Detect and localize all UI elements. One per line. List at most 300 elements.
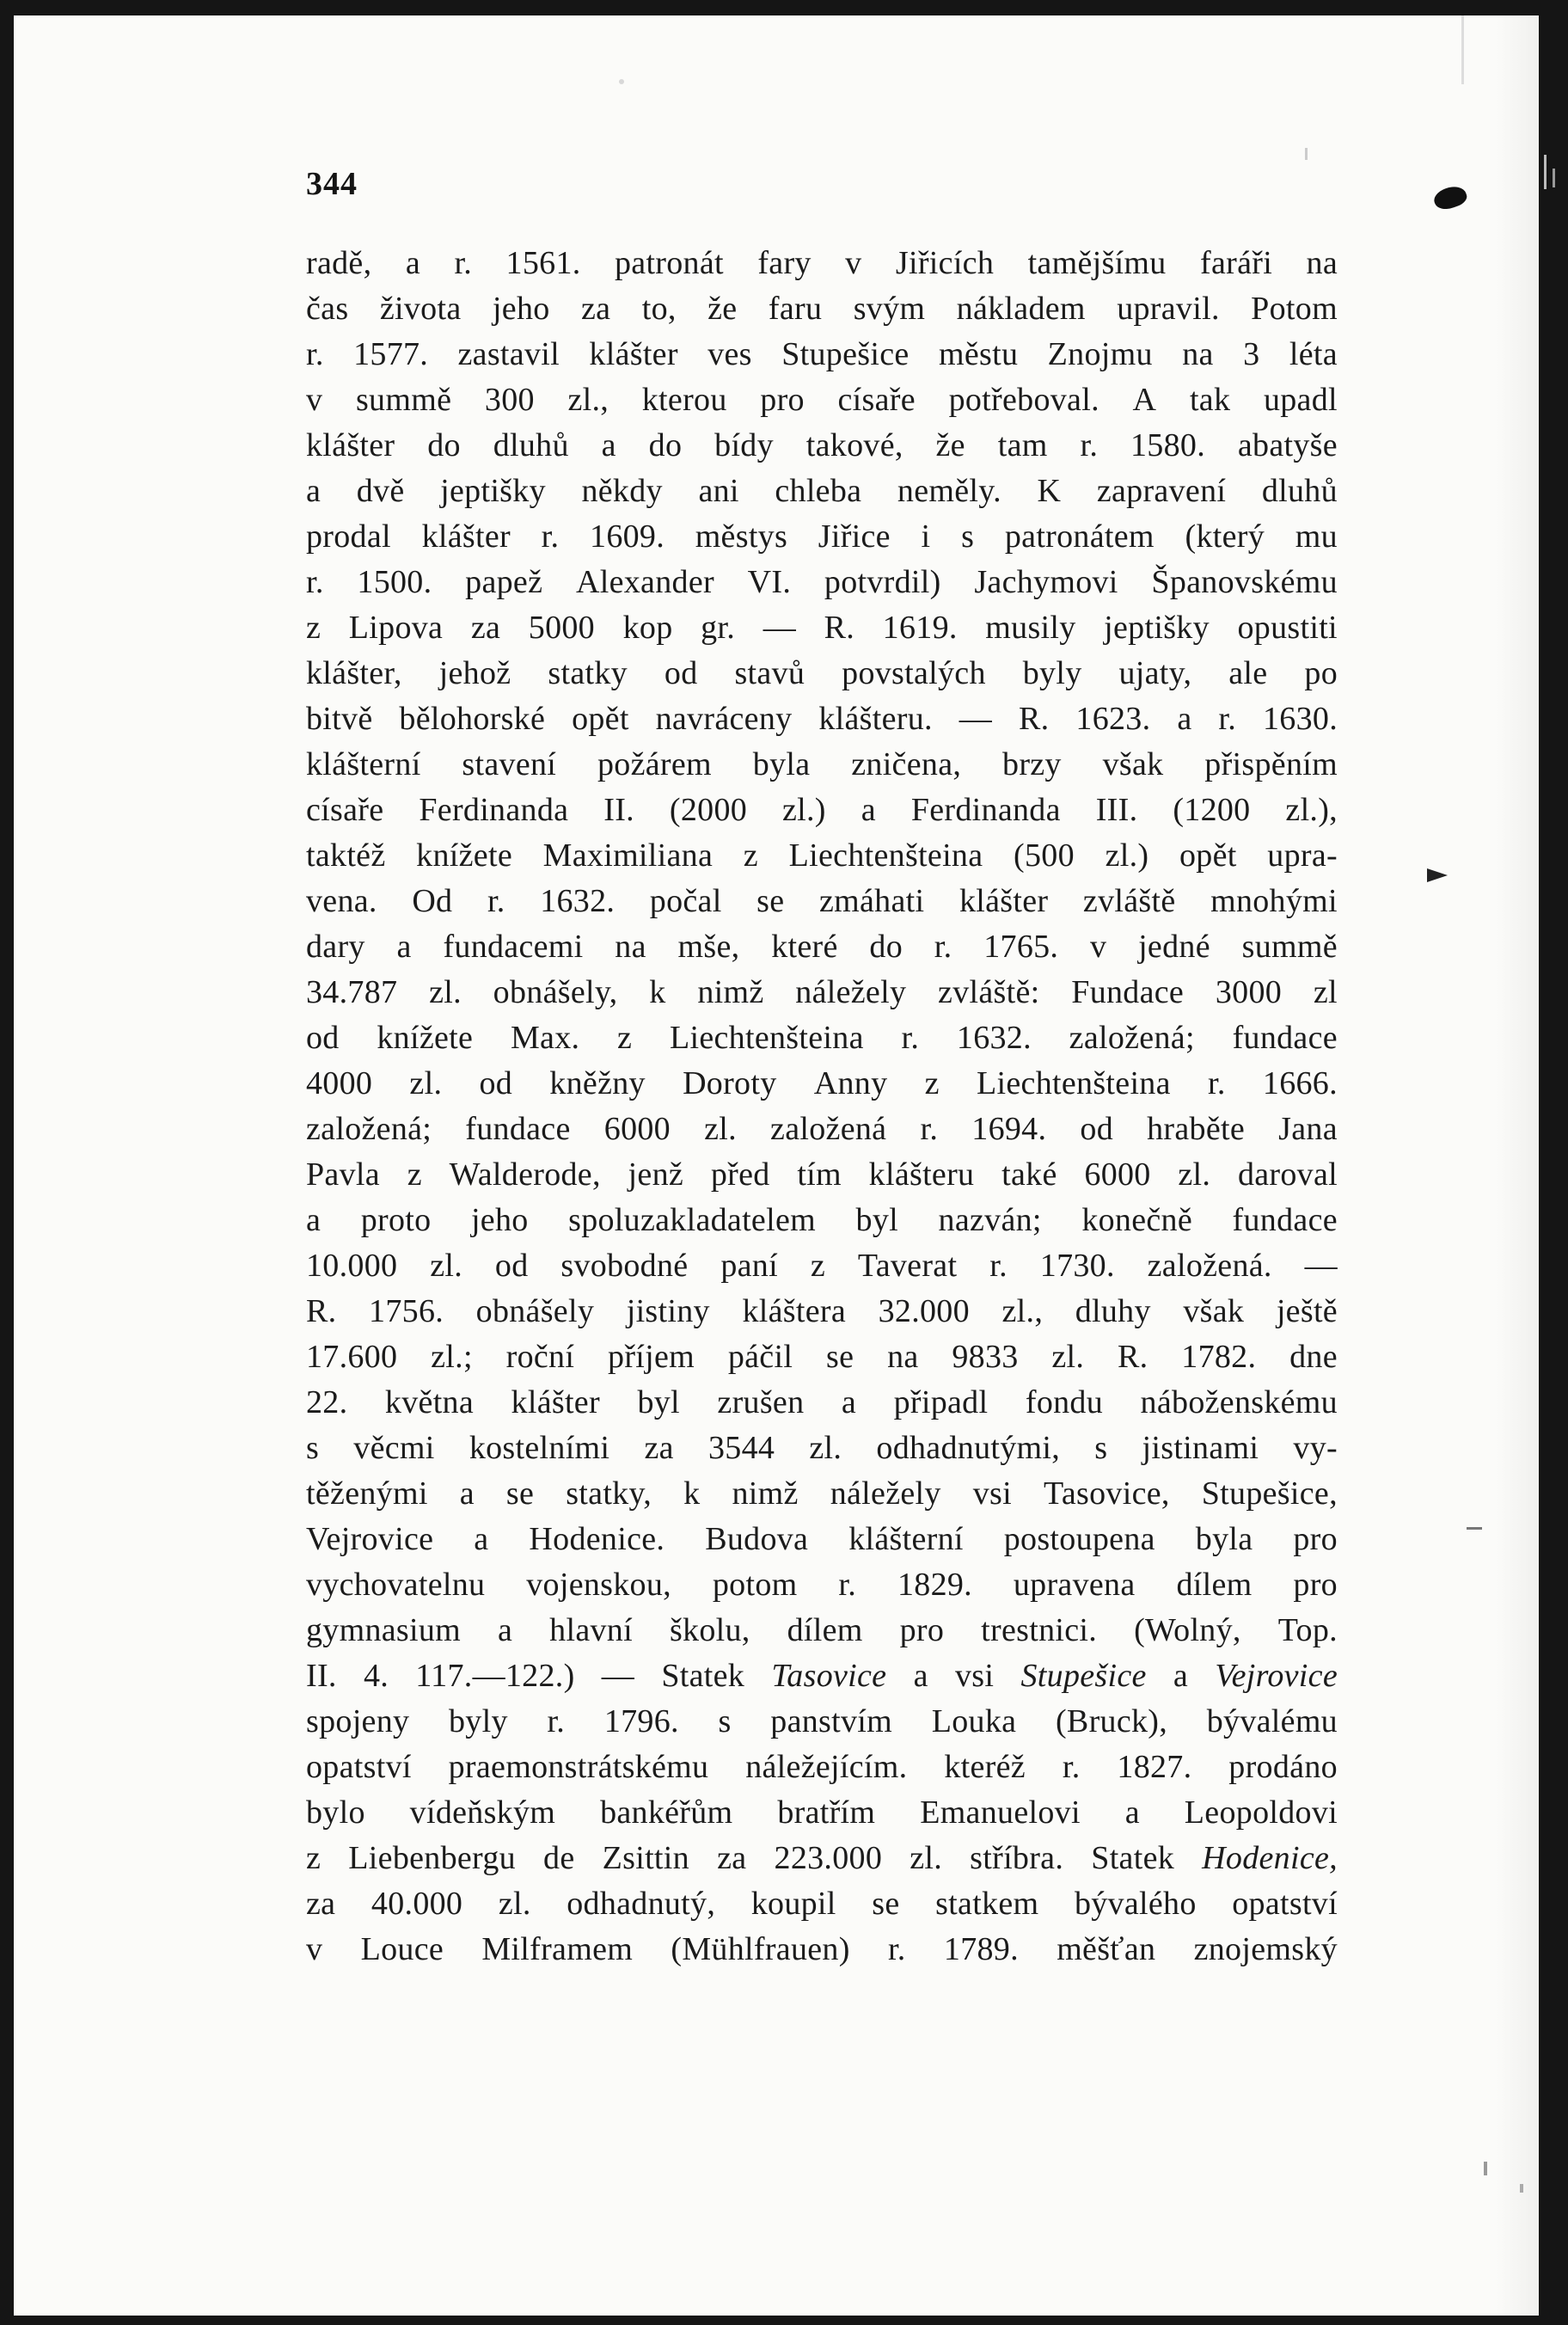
word: přispěním (1204, 746, 1338, 782)
body-text (306, 241, 1338, 1972)
word: 1827. (1117, 1749, 1192, 1785)
word: i (921, 518, 931, 555)
word: náležejícím. (745, 1749, 908, 1785)
word: konečně (1081, 1202, 1193, 1238)
word: bratřím (777, 1794, 876, 1831)
text-line (306, 1289, 1338, 1334)
word: (který (1185, 518, 1265, 555)
text-line (306, 1426, 1338, 1471)
word: stříbra. (970, 1840, 1064, 1876)
word: hraběte (1147, 1111, 1246, 1147)
word: zvláště: (938, 974, 1040, 1010)
word: a (1177, 701, 1192, 737)
word: do (648, 427, 683, 463)
word: fundacemi (443, 929, 584, 965)
text-line (306, 833, 1338, 879)
word: 22. (306, 1384, 348, 1420)
word: 9833 (952, 1339, 1019, 1375)
word: nazván; (938, 1202, 1042, 1238)
text-line (306, 1790, 1338, 1836)
word: (Bruck), (1055, 1703, 1168, 1739)
text-line (306, 423, 1338, 469)
text-line (306, 1745, 1338, 1790)
scan-artifact (1553, 169, 1555, 187)
scan-artifact (619, 79, 624, 84)
word: svobodné (560, 1248, 689, 1284)
word: — (1304, 1248, 1338, 1284)
word: 1829. (897, 1567, 972, 1603)
word: byly (449, 1703, 508, 1739)
word: 4. (363, 1658, 389, 1694)
word: 117.—122.) (415, 1658, 575, 1694)
scan-artifact (1544, 155, 1547, 189)
word: neměly. (897, 473, 1001, 509)
text-line (306, 377, 1338, 423)
word: dílem (787, 1612, 863, 1648)
word: 6000 (603, 1111, 671, 1147)
word: po (1304, 655, 1338, 691)
word: Taverat (857, 1248, 958, 1284)
word: 1730. (1039, 1248, 1115, 1284)
word: klášter (959, 883, 1049, 919)
word: 1789. (943, 1931, 1019, 1967)
word: jenž (628, 1156, 684, 1193)
text-line (306, 1517, 1338, 1562)
word: Louce (360, 1931, 444, 1967)
word: vojenskou, (526, 1567, 671, 1603)
word: do (427, 427, 461, 463)
word: odhadnutými, (876, 1430, 1061, 1466)
text-line (306, 1243, 1338, 1289)
word: na (887, 1339, 919, 1375)
word: z (306, 1840, 322, 1876)
word: jeho (470, 1202, 529, 1238)
margin-mark (1427, 868, 1448, 882)
word: A (1132, 382, 1157, 418)
word: 6000 (1084, 1156, 1151, 1193)
word: r. (547, 1703, 566, 1739)
word: zrušen (717, 1384, 805, 1420)
word: dary (306, 929, 365, 965)
text-line (306, 1836, 1338, 1881)
word: 1782. (1181, 1339, 1257, 1375)
word: Alexander (575, 564, 714, 600)
text-line (306, 970, 1338, 1015)
word: náležely (795, 974, 907, 1010)
word: od (664, 655, 698, 691)
word: (2000 (669, 792, 748, 828)
text-line (306, 742, 1338, 788)
word: r. (1218, 701, 1237, 737)
word: paní (720, 1248, 778, 1284)
word: 1632. (956, 1020, 1032, 1056)
word: Milframem (481, 1931, 634, 1967)
word: od (494, 1248, 529, 1284)
word: takové, (805, 427, 903, 463)
word: a (601, 427, 616, 463)
word: někdy (581, 473, 663, 509)
word: (1200 (1173, 792, 1251, 828)
word: tak (1189, 382, 1231, 418)
word: jedné (1138, 929, 1210, 965)
word: to, (641, 291, 677, 327)
word: zl. (409, 1065, 443, 1101)
word: de (543, 1840, 575, 1876)
word: spojeny (306, 1703, 410, 1739)
word: Liebenbergu (348, 1840, 516, 1876)
word: kostelními (469, 1430, 610, 1466)
word: s (306, 1430, 320, 1466)
word: v (845, 245, 862, 281)
word: počal (649, 883, 722, 919)
scan-artifact (1461, 15, 1464, 84)
word: však (1183, 1293, 1245, 1329)
scan-artifact (1520, 2184, 1523, 2193)
word: prodáno (1228, 1749, 1338, 1785)
word: Jiřice (818, 518, 891, 555)
word: zl., (1001, 1293, 1044, 1329)
text-line (306, 1198, 1338, 1243)
word: upadl (1263, 382, 1338, 418)
word: Budova (705, 1521, 809, 1557)
word: které (771, 929, 838, 965)
text-line (306, 1380, 1338, 1426)
word: (Wolný, (1134, 1612, 1241, 1648)
word: však (1102, 746, 1164, 782)
word: kterou (641, 382, 727, 418)
word: náležely (830, 1475, 941, 1512)
word: 1609. (590, 518, 665, 555)
word: odhadnutý, (567, 1886, 716, 1922)
word: bývalému (1206, 1703, 1338, 1739)
word: Max. (510, 1020, 580, 1056)
word: jeptišky (1104, 610, 1210, 646)
word: byla (1195, 1521, 1253, 1557)
word: (Mühlfrauen) (671, 1931, 850, 1967)
word: 5000 (528, 610, 595, 646)
word: z (810, 1248, 825, 1284)
word: Statek (1091, 1840, 1175, 1876)
word: Stupešice (1020, 1658, 1147, 1694)
word: r. (541, 518, 560, 555)
word: potvrdil) (824, 564, 941, 600)
word: gymnasium (306, 1612, 462, 1648)
word: bankéřům (600, 1794, 733, 1831)
word: klášter, (306, 655, 402, 691)
word: Liechtenšteina (788, 837, 983, 874)
word: 1577. (353, 336, 429, 372)
word: Emanuelovi (920, 1794, 1081, 1831)
word: prodal (306, 518, 391, 555)
scan-artifact (1484, 2162, 1487, 2175)
word: byly (1022, 655, 1082, 691)
word: do (869, 929, 903, 965)
word: od (306, 1020, 340, 1056)
word: se (505, 1475, 535, 1512)
word: II. (306, 1658, 337, 1694)
word: školu, (669, 1612, 750, 1648)
word: Vejrovice (306, 1521, 434, 1557)
word: ves (707, 336, 752, 372)
word: jeho (492, 291, 550, 327)
text-line (306, 332, 1338, 377)
word: založená (770, 1111, 887, 1147)
word: a (306, 1202, 322, 1238)
word: že (935, 427, 965, 463)
word: statky, (566, 1475, 652, 1512)
word: 1561. (505, 245, 581, 281)
word: 17.600 (306, 1339, 398, 1375)
word: opět (1179, 837, 1237, 874)
word: k (649, 974, 666, 1010)
word: opustiti (1237, 610, 1338, 646)
word: jistinami (1142, 1430, 1259, 1466)
word: pro (1293, 1567, 1338, 1603)
word: a (913, 1658, 928, 1694)
word: Znojmu (1047, 336, 1153, 372)
word: vychovatelnu (306, 1567, 486, 1603)
word: klášterní (306, 746, 421, 782)
word: II. (603, 792, 634, 828)
word: R. (824, 610, 855, 646)
word: R. (1019, 701, 1050, 737)
word: bitvě (306, 701, 373, 737)
word: že (707, 291, 738, 327)
word: bylo (306, 1794, 365, 1831)
word: summě (355, 382, 452, 418)
text-line (306, 651, 1338, 696)
word: vy- (1293, 1430, 1338, 1466)
word: r. (1208, 1065, 1226, 1101)
word: Liechtenšteina (669, 1020, 864, 1056)
word: 300 (484, 382, 535, 418)
text-line (306, 241, 1338, 286)
page-edge-shadow (1496, 15, 1539, 2316)
word: nimž (732, 1475, 799, 1512)
word: r. (306, 336, 324, 372)
word: opět (572, 701, 629, 737)
word: r. (1062, 1749, 1081, 1785)
word: roční (505, 1339, 575, 1375)
word: se (826, 1339, 854, 1375)
word: dvě (356, 473, 405, 509)
word: zvláště (1082, 883, 1176, 919)
word: z (306, 610, 322, 646)
word: potom (712, 1567, 798, 1603)
word: a (306, 473, 322, 509)
text-line (306, 1608, 1338, 1653)
word: faru (768, 291, 823, 327)
word: dne (1289, 1339, 1338, 1375)
word: zl. (430, 1248, 463, 1284)
word: r. (1080, 427, 1099, 463)
word: stavení (462, 746, 557, 782)
word: summě (1241, 929, 1338, 965)
word: byla (752, 746, 811, 782)
word: na (615, 929, 646, 965)
word: — (601, 1658, 635, 1694)
word: dluhů (1261, 473, 1338, 509)
word: fundace (1232, 1020, 1338, 1056)
text-line (306, 1881, 1338, 1927)
text-line (306, 1107, 1338, 1152)
text-line (306, 560, 1338, 605)
word: 3544 (708, 1430, 775, 1466)
word: r. (989, 1248, 1008, 1284)
word: zl (1313, 974, 1338, 1010)
text-line (306, 1334, 1338, 1380)
text-line (306, 1061, 1338, 1107)
word: pro (760, 382, 805, 418)
word: a (459, 1475, 475, 1512)
word: léta (1289, 336, 1338, 372)
text-line (306, 286, 1338, 332)
word: jehož (438, 655, 511, 691)
word: s (1094, 1430, 1108, 1466)
text-line (306, 1653, 1338, 1699)
word: r. (838, 1567, 857, 1603)
word: — (763, 610, 796, 646)
word: Tasovice (771, 1658, 887, 1694)
word: proto (360, 1202, 432, 1238)
word: Louka (931, 1703, 1017, 1739)
word: od (479, 1065, 513, 1101)
word: upravena (1013, 1567, 1136, 1603)
word: brzy (1002, 746, 1062, 782)
word: života (379, 291, 462, 327)
word: R. (1118, 1339, 1148, 1375)
text-line (306, 1152, 1338, 1198)
word: klášteru. (818, 701, 933, 737)
word: zl.), (1285, 792, 1338, 828)
word: zl. (1178, 1156, 1211, 1193)
word: a (498, 1612, 513, 1648)
word: zl. (809, 1430, 842, 1466)
word: III. (1095, 792, 1138, 828)
word: náboženskému (1140, 1384, 1338, 1420)
word: Hodenice. (529, 1521, 665, 1557)
word: knížete (377, 1020, 474, 1056)
word: — (959, 701, 993, 737)
word: příjem (608, 1339, 695, 1375)
word: 1765. (983, 929, 1059, 965)
word: K (1037, 473, 1062, 509)
word: zl.; (431, 1339, 473, 1375)
word: jistiny (626, 1293, 710, 1329)
word: obnášely, (493, 974, 618, 1010)
word: městu (938, 336, 1019, 372)
word: potřeboval. (948, 382, 1099, 418)
word: k (683, 1475, 701, 1512)
word: 1694. (971, 1111, 1047, 1147)
word: klášter (306, 427, 395, 463)
word: kop (622, 610, 673, 646)
word: Walderode, (449, 1156, 601, 1193)
word: r. (887, 1931, 906, 1967)
word: s (961, 518, 975, 555)
word: požárem (597, 746, 712, 782)
word: tím (797, 1156, 842, 1193)
word: 40.000 (371, 1886, 463, 1922)
word: v (306, 1931, 323, 1967)
word: se (872, 1886, 900, 1922)
word: chleba (775, 473, 862, 509)
word: nimž (697, 974, 764, 1010)
word: r. (934, 929, 952, 965)
word: Jiřicích (895, 245, 995, 281)
word: koupil (750, 1886, 836, 1922)
word: čas (306, 291, 349, 327)
word: fundace (1232, 1202, 1338, 1238)
word: za (306, 1886, 336, 1922)
word: fondu (1025, 1384, 1104, 1420)
word: praemonstrátskému (448, 1749, 709, 1785)
word: byl (637, 1384, 680, 1420)
word: tam (997, 427, 1048, 463)
word: patronát (614, 245, 724, 281)
word: bývalého (1074, 1886, 1197, 1922)
word: 1500. (357, 564, 432, 600)
word: a (405, 245, 420, 281)
text-line (306, 469, 1338, 514)
word: 32.000 (878, 1293, 970, 1329)
word: a (861, 792, 876, 828)
word: zl. (704, 1111, 737, 1147)
word: vsi (972, 1475, 1012, 1512)
word: abatyše (1237, 427, 1338, 463)
word: jeptišky (440, 473, 546, 509)
word: Doroty (683, 1065, 777, 1101)
word: kteréž (944, 1749, 1026, 1785)
word: Top. (1277, 1612, 1338, 1648)
word: tamějšímu (1027, 245, 1167, 281)
word: zničena, (851, 746, 962, 782)
word: také (1001, 1156, 1057, 1193)
word: obnášely (475, 1293, 595, 1329)
word: trestnici. (981, 1612, 1098, 1648)
word: povstalých (842, 655, 986, 691)
word: Ferdinanda (910, 792, 1061, 828)
word: zl. (429, 974, 462, 1010)
word: R. (306, 1293, 337, 1329)
word: svým (853, 291, 926, 327)
word: zl. (1051, 1339, 1085, 1375)
word: zl.) (781, 792, 826, 828)
word: 3 (1243, 336, 1260, 372)
word: nákladem (956, 291, 1086, 327)
word: vídeňským (409, 1794, 556, 1831)
word: r. (487, 883, 505, 919)
word: ujaty, (1118, 655, 1192, 691)
word: páčil (727, 1339, 793, 1375)
word: Stupešice, (1201, 1475, 1338, 1512)
word: mše, (677, 929, 740, 965)
word: pro (1293, 1521, 1338, 1557)
word: Jana (1278, 1111, 1338, 1147)
word: kláštera (742, 1293, 846, 1329)
word: Maximiliana (542, 837, 714, 874)
word: upravil. (1117, 291, 1220, 327)
word: 34.787 (306, 974, 398, 1010)
word: postoupena (1003, 1521, 1155, 1557)
word: dílem (1176, 1567, 1253, 1603)
word: (500 (1014, 837, 1075, 874)
word: 1796. (603, 1703, 679, 1739)
text-line (306, 605, 1338, 651)
word: a (841, 1384, 857, 1420)
word: faráři (1200, 245, 1273, 281)
word: Od (412, 883, 453, 919)
